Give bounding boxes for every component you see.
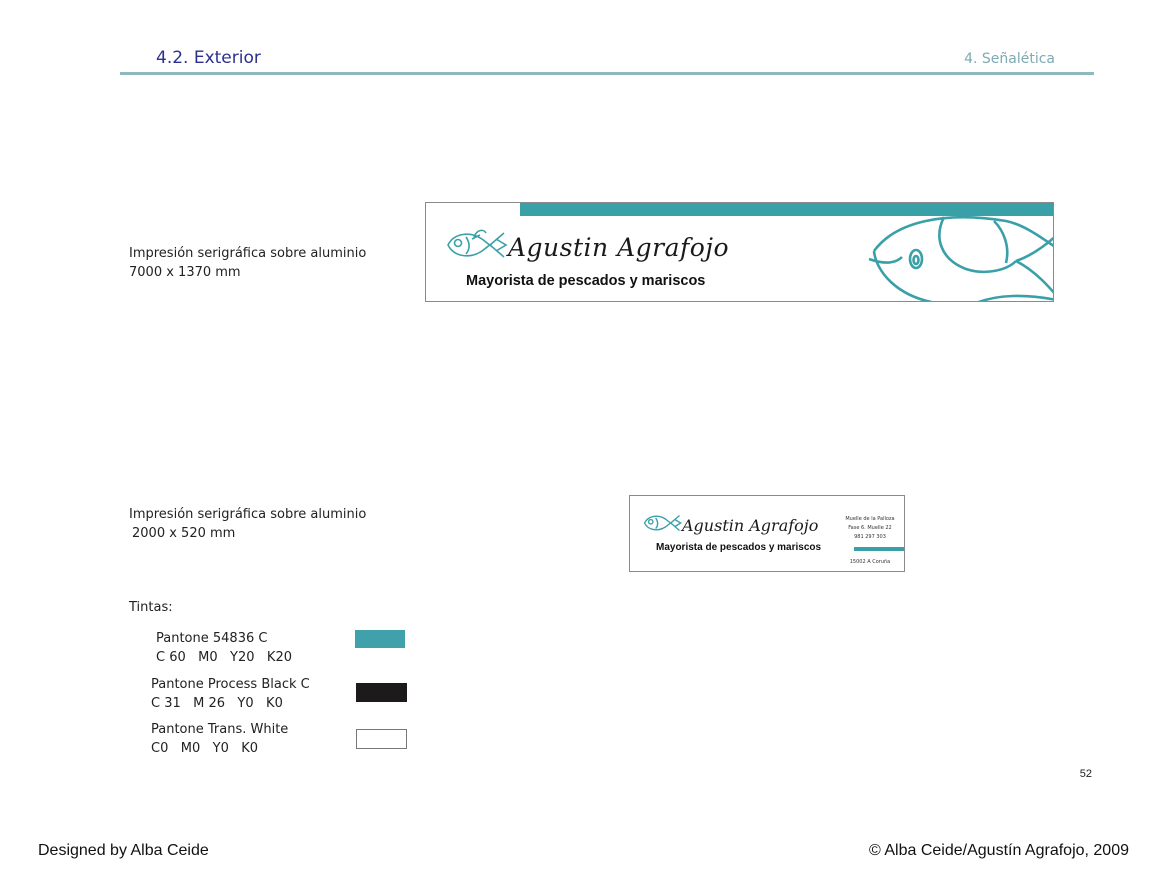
ink-cmyk: C 60 M0 Y20 K20	[156, 650, 292, 665]
large-sign-mockup	[425, 202, 1054, 302]
sign-tagline: Mayorista de pescados y mariscos	[466, 273, 706, 289]
address-line: Muelle de la Palloza	[845, 516, 895, 522]
small-sign-caption-size: 2000 x 520 mm	[132, 526, 236, 541]
footer-copyright: © Alba Ceide/Agustín Agrafojo, 2009	[869, 842, 1129, 859]
small-sign-tagline: Mayorista de pescados y mariscos	[656, 542, 822, 553]
ink-name: Pantone Process Black C	[151, 677, 310, 692]
footer-designer: Designed by Alba Ceide	[38, 842, 209, 859]
small-sign-brand-name: Agustin Agrafojo	[682, 516, 819, 535]
large-fish-graphic-icon	[866, 211, 1054, 302]
ink-swatch-white	[356, 729, 407, 749]
ink-item-black	[151, 675, 310, 713]
ink-item-teal	[156, 629, 292, 667]
large-sign-caption	[129, 244, 366, 282]
page-number: 52	[1079, 768, 1092, 780]
address-city: 15002 A Coruña	[849, 559, 891, 565]
ink-swatch-black	[356, 683, 407, 702]
small-sign-caption-material: Impresión serigráfica sobre aluminio	[129, 507, 367, 522]
small-sign-mockup	[629, 495, 905, 572]
ink-cmyk: C 31 M 26 Y0 K0	[151, 696, 283, 711]
ink-cmyk: C0 M0 Y0 K0	[151, 741, 259, 756]
header-divider	[120, 72, 1094, 75]
ink-name: Pantone 54836 C	[156, 631, 268, 646]
sign-brand-name: Agustin Agrafojo	[508, 233, 730, 262]
inks-title: Tintas:	[129, 600, 173, 615]
address-line: Fase 6. Muelle 22	[848, 525, 892, 531]
fish-logo-icon	[642, 510, 682, 536]
fish-logo-icon	[444, 225, 508, 265]
large-sign-caption-size: 7000 x 1370 mm	[129, 265, 241, 280]
section-label: 4. Señalética	[964, 51, 1055, 67]
ink-item-white	[151, 720, 288, 758]
address-phone: 981 297 303	[854, 534, 886, 540]
small-sign-caption	[129, 505, 366, 543]
small-sign-address	[838, 515, 902, 542]
ink-swatch-teal	[355, 630, 405, 648]
small-sign-accent-bar	[854, 547, 905, 551]
ink-name: Pantone Trans. White	[151, 722, 289, 737]
large-sign-caption-material: Impresión serigráfica sobre aluminio	[129, 246, 367, 261]
page-title: 4.2. Exterior	[156, 48, 261, 68]
